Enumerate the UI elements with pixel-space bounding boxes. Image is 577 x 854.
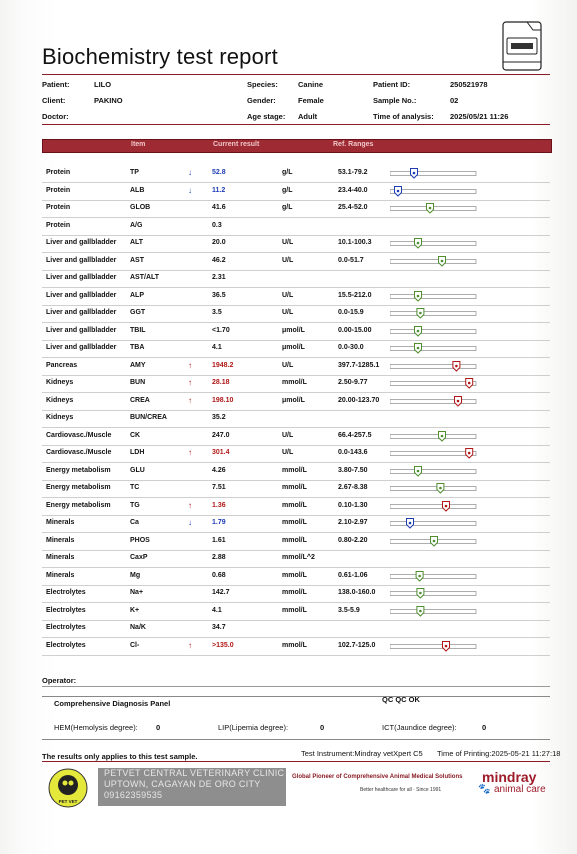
row-unit: μmol/L [282, 396, 305, 404]
table-row [42, 410, 550, 428]
gauge-marker-dot [409, 522, 412, 525]
range-gauge [390, 500, 480, 513]
range-gauge [390, 377, 480, 390]
row-value: 2.88 [212, 554, 226, 561]
gauge-track [390, 172, 476, 176]
age-label: Age stage: [247, 112, 286, 121]
range-gauge [390, 325, 480, 338]
gauge-track [390, 347, 476, 351]
row-unit: mmol/L [282, 484, 307, 491]
row-ref-range: 0.61-1.06 [338, 571, 368, 579]
sample-note: The results only applies to this test sample. [42, 752, 198, 761]
row-unit: U/L [282, 449, 294, 456]
gauge-marker-dot [455, 364, 458, 367]
panel-title: Comprehensive Diagnosis Panel [54, 699, 171, 708]
gauge-track [390, 469, 476, 473]
row-flag-arrow: ↑ [188, 640, 192, 650]
range-gauge [390, 290, 480, 303]
row-category: Energy metabolism [46, 501, 111, 509]
petvet-logo [48, 768, 88, 808]
row-value: 11.2 [212, 186, 226, 194]
gauge-marker-dot [445, 504, 448, 507]
gauge-track [390, 452, 476, 456]
range-gauge [390, 482, 480, 495]
row-unit: U/L [282, 256, 294, 264]
mindray-tagline: Better healthcare for all · Since 1991 [360, 787, 442, 793]
table-row [42, 218, 550, 236]
patient-value: LILO [94, 80, 112, 89]
row-item: A/G [130, 221, 143, 229]
row-category: Liver and gallbladder [46, 239, 117, 246]
row-category: Liver and gallbladder [46, 291, 117, 299]
row-category: Cardiovasc./Muscle [46, 431, 112, 439]
table-row [42, 358, 550, 376]
row-category: Pancreas [46, 361, 78, 369]
table-row [42, 305, 550, 323]
row-flag-arrow: ↑ [188, 448, 192, 457]
row-unit: μmol/L [282, 326, 305, 334]
gender-label: Gender: [247, 96, 276, 105]
row-item: Ca [130, 519, 139, 526]
row-category: Cardiovasc./Muscle [46, 449, 112, 456]
table-row [42, 183, 550, 201]
row-ref-range: 0.0-15.9 [338, 309, 364, 316]
row-item: Na/K [130, 624, 146, 631]
row-flag-arrow: ↓ [188, 185, 192, 195]
table-row [42, 603, 550, 621]
range-gauge [390, 307, 480, 320]
row-ref-range: 0.80-2.20 [338, 536, 368, 544]
row-flag-arrow: ↑ [188, 378, 192, 387]
row-unit: U/L [282, 361, 294, 369]
range-gauge [390, 167, 480, 180]
gauge-track [390, 399, 476, 403]
clinic-stamp [98, 768, 286, 806]
gauge-track [390, 382, 476, 386]
header-item: Item [131, 141, 146, 148]
row-unit: U/L [282, 309, 294, 316]
row-item: GGT [130, 309, 146, 316]
row-unit: g/L [282, 169, 293, 176]
operator-rule [42, 686, 550, 687]
mindray-brand: mindray [482, 769, 537, 785]
logo-text: PET VET [58, 799, 78, 804]
clinic-phone: 09162359535 [104, 790, 163, 800]
row-item: BUN [130, 379, 146, 386]
row-category: Energy metabolism [46, 484, 111, 491]
range-gauge [390, 237, 480, 250]
row-value: 34.7 [212, 624, 226, 631]
row-unit: mmol/L [282, 536, 307, 544]
row-unit: mmol/L [282, 501, 307, 509]
row-item: ALB [130, 186, 145, 194]
gauge-marker-dot [468, 382, 471, 385]
report-title: Biochemistry test report [42, 44, 278, 69]
row-unit: g/L [282, 204, 293, 211]
species-label: Species: [247, 80, 278, 89]
doctor-label: Doctor: [42, 112, 69, 121]
row-item: LDH [130, 449, 145, 456]
table-row [42, 480, 550, 498]
row-unit: U/L [282, 431, 294, 439]
mindray-brand-sub: animal care [494, 784, 546, 795]
row-category: Electrolytes [46, 606, 86, 614]
client-label: Client: [42, 96, 66, 105]
row-item: CaxP [130, 554, 148, 561]
row-category: Electrolytes [46, 589, 86, 596]
gauge-marker-dot [417, 294, 420, 297]
row-item: CREA [130, 396, 150, 404]
gauge-marker-dot [417, 347, 420, 350]
row-unit: U/L [282, 291, 294, 299]
row-value: 2.31 [212, 274, 226, 281]
row-category: Electrolytes [46, 641, 86, 649]
row-item: Na+ [130, 589, 144, 596]
row-value: 3.5 [212, 309, 222, 316]
row-category: Minerals [46, 554, 75, 561]
gauge-track [390, 609, 476, 613]
row-value: 1.36 [212, 501, 226, 509]
gauge-marker-dot [441, 434, 444, 437]
row-ref-range: 0.0-30.0 [338, 344, 364, 351]
row-value: 41.6 [212, 204, 226, 211]
table-row [42, 585, 550, 603]
table-row [42, 253, 550, 271]
row-value: 35.2 [212, 414, 226, 421]
patient-id-label: Patient ID: [373, 80, 411, 89]
row-unit: μmol/L [282, 344, 305, 351]
header-ref: Ref. Ranges [333, 141, 374, 148]
table-row [42, 270, 550, 288]
operator-label: Operator: [42, 676, 77, 685]
gauge-marker-dot [417, 242, 420, 245]
range-gauge [390, 447, 480, 460]
row-value: 0.3 [212, 221, 222, 229]
gauge-marker-dot [468, 452, 471, 455]
row-item: Mg [130, 571, 141, 579]
row-unit: mmol/L^2 [282, 554, 315, 561]
row-ref-range: 2.67-8.38 [338, 484, 368, 491]
row-item: GLU [130, 466, 145, 474]
row-unit: mmol/L [282, 589, 307, 596]
row-value: 142.7 [212, 589, 230, 596]
footer-rule [42, 761, 550, 762]
row-unit: mmol/L [282, 641, 307, 649]
gauge-marker-dot [419, 609, 422, 612]
range-gauge [390, 570, 480, 583]
row-item: TBIL [130, 326, 146, 334]
diagnosis-panel [42, 696, 550, 740]
row-ref-range: 10.1-100.3 [338, 239, 372, 246]
row-ref-range: 20.00-123.70 [338, 396, 380, 404]
row-unit: mmol/L [282, 571, 307, 579]
row-category: Liver and gallbladder [46, 326, 117, 334]
row-value: 0.68 [212, 571, 226, 579]
table-row [42, 515, 550, 533]
row-category: Kidneys [46, 379, 74, 386]
row-ref-range: 0.00-15.00 [338, 326, 372, 334]
row-item: K+ [130, 606, 140, 614]
row-item: BUN/CREA [130, 414, 167, 421]
range-gauge [390, 517, 480, 530]
gauge-track [390, 294, 476, 298]
hem-value: 0 [156, 723, 161, 732]
species-value: Canine [298, 80, 324, 89]
gauge-marker-dot [429, 207, 432, 210]
gauge-track [390, 242, 476, 246]
gauge-marker-dot [433, 539, 436, 542]
hem-label: HEM(Hemolysis degree): [54, 723, 138, 732]
row-value: 1948.2 [212, 361, 234, 369]
row-ref-range: 3.80-7.50 [338, 466, 368, 474]
row-category: Liver and gallbladder [46, 256, 117, 264]
table-row [42, 550, 550, 568]
range-gauge [390, 535, 480, 548]
analyzer-device-icon [497, 18, 547, 74]
row-unit: mmol/L [282, 379, 307, 386]
row-category: Kidneys [46, 396, 74, 404]
table-row [42, 463, 550, 481]
row-category: Protein [46, 221, 71, 229]
row-item: AMY [130, 361, 146, 369]
row-flag-arrow: ↑ [188, 500, 192, 510]
row-unit: g/L [282, 186, 293, 194]
row-item: CK [130, 431, 141, 439]
gauge-marker-dot [413, 172, 416, 175]
row-value: 198.10 [212, 396, 234, 404]
row-category: Minerals [46, 571, 75, 579]
gauge-marker-dot [417, 329, 420, 332]
gender-value: Female [298, 96, 324, 105]
printing-time: Time of Printing:2025-05-21 11:27:18 [437, 749, 561, 758]
row-value: 7.51 [212, 484, 226, 491]
gauge-marker-dot [418, 574, 421, 577]
row-item: GLOB [130, 204, 151, 211]
gauge-marker-dot [419, 592, 422, 595]
row-category: Protein [46, 204, 71, 211]
row-unit: U/L [282, 239, 294, 246]
row-category: Liver and gallbladder [46, 309, 117, 316]
row-category: Liver and gallbladder [46, 344, 117, 351]
row-category: Minerals [46, 519, 75, 526]
gauge-marker-dot [457, 399, 460, 402]
table-row [42, 568, 550, 586]
row-flag-arrow: ↓ [188, 168, 192, 177]
row-item: ALT [130, 239, 144, 246]
row-value: <1.70 [212, 326, 230, 334]
row-item: PHOS [130, 536, 150, 544]
gauge-track [390, 487, 476, 491]
header-result: Current result [213, 141, 260, 148]
row-category: Electrolytes [46, 624, 86, 631]
row-flag-arrow: ↓ [188, 518, 192, 527]
row-item: TC [130, 484, 140, 491]
lip-label: LIP(Lipemia degree): [218, 723, 289, 732]
row-ref-range: 138.0-160.0 [338, 589, 376, 596]
table-row [42, 533, 550, 551]
gauge-track [390, 434, 476, 438]
age-value: Adult [298, 112, 318, 121]
row-category: Protein [46, 186, 71, 194]
row-ref-range: 23.4-40.0 [338, 186, 368, 194]
gauge-track [390, 312, 476, 316]
range-gauge [390, 185, 480, 198]
gauge-track [390, 329, 476, 333]
range-gauge [390, 342, 480, 355]
row-item: TBA [130, 344, 145, 351]
sample-label: Sample No.: [373, 96, 417, 105]
row-ref-range: 3.5-5.9 [338, 606, 360, 614]
row-item: TG [130, 501, 140, 509]
row-category: Protein [46, 169, 71, 176]
row-ref-range: 53.1-79.2 [338, 169, 368, 176]
row-category: Liver and gallbladder [46, 274, 117, 281]
gauge-track [390, 259, 476, 263]
row-value: 4.26 [212, 466, 226, 474]
table-row [42, 165, 550, 183]
range-gauge [390, 202, 480, 215]
table-row [42, 375, 550, 393]
row-unit: mmol/L [282, 606, 307, 614]
table-row [42, 323, 550, 341]
row-value: 36.5 [212, 291, 226, 299]
gauge-marker-dot [417, 469, 420, 472]
row-ref-range: 0.0-51.7 [338, 256, 364, 264]
paw-icon: 🐾 [478, 784, 491, 795]
range-gauge [390, 605, 480, 618]
row-value: 1.61 [212, 536, 226, 544]
range-gauge [390, 587, 480, 600]
client-value: PAKINO [94, 96, 123, 105]
table-row [42, 235, 550, 253]
row-ref-range: 397.7-1285.1 [338, 361, 380, 369]
sample-value: 02 [450, 96, 459, 105]
gauge-track [390, 522, 476, 526]
table-row [42, 340, 550, 358]
table-row [42, 200, 550, 218]
row-ref-range: 2.50-9.77 [338, 379, 368, 386]
row-value: 301.4 [212, 449, 230, 456]
table-row [42, 428, 550, 446]
row-item: Cl- [130, 641, 140, 649]
row-category: Energy metabolism [46, 466, 111, 474]
lip-value: 0 [320, 723, 325, 732]
table-row [42, 445, 550, 463]
qc-status: QC QC OK [382, 695, 420, 704]
row-value: 4.1 [212, 344, 222, 351]
row-flag-arrow: ↑ [188, 360, 192, 370]
gauge-track [390, 504, 476, 508]
row-item: ALP [130, 291, 144, 299]
row-value: >135.0 [212, 641, 234, 649]
range-gauge [390, 430, 480, 443]
gauge-marker-dot [397, 189, 400, 192]
row-ref-range: 15.5-212.0 [338, 291, 372, 299]
patient-id-value: 250521978 [450, 80, 488, 89]
row-value: 1.79 [212, 519, 226, 526]
table-row [42, 288, 550, 306]
gauge-marker-dot [441, 259, 444, 262]
mindray-slogan: Global Pioneer of Comprehensive Animal Medical Solutions [292, 774, 463, 780]
range-gauge [390, 640, 480, 653]
analysis-time-value: 2025/05/21 11:26 [450, 112, 509, 121]
range-gauge [390, 395, 480, 408]
row-ref-range: 2.10-2.97 [338, 519, 368, 526]
row-category: Minerals [46, 536, 75, 544]
row-value: 20.0 [212, 239, 226, 246]
gauge-marker-dot [419, 312, 422, 315]
row-value: 52.8 [212, 169, 226, 176]
gauge-track [390, 644, 476, 648]
table-row [42, 638, 550, 656]
row-unit: mmol/L [282, 466, 307, 474]
gauge-track [390, 189, 476, 193]
row-value: 46.2 [212, 256, 226, 264]
row-flag-arrow: ↑ [188, 395, 192, 405]
row-item: AST/ALT [130, 274, 160, 281]
range-gauge [390, 465, 480, 478]
gauge-track [390, 574, 476, 578]
row-value: 247.0 [212, 431, 230, 439]
gauge-marker-dot [439, 487, 442, 490]
gauge-track [390, 364, 476, 368]
row-value: 28.18 [212, 379, 230, 386]
row-ref-range: 0.10-1.30 [338, 501, 368, 509]
info-rule [42, 124, 550, 125]
table-header [42, 139, 552, 153]
gauge-track [390, 592, 476, 596]
analysis-time-label: Time of analysis: [373, 112, 434, 121]
clinic-name: PETVET CENTRAL VETERINARY CLINIC [104, 768, 285, 778]
row-ref-range: 102.7-125.0 [338, 641, 376, 649]
row-category: Kidneys [46, 414, 74, 421]
ict-label: ICT(Jaundice degree): [382, 723, 457, 732]
clinic-address: UPTOWN, CAGAYAN DE ORO CITY [104, 779, 261, 789]
patient-label: Patient: [42, 80, 70, 89]
row-ref-range: 0.0-143.6 [338, 449, 368, 456]
table-row [42, 620, 550, 638]
row-item: TP [130, 169, 139, 176]
row-ref-range: 25.4-52.0 [338, 204, 368, 211]
header-rule [42, 74, 550, 75]
row-value: 4.1 [212, 606, 222, 614]
gauge-marker-dot [445, 644, 448, 647]
test-instrument: Test Instrument:Mindray vetXpert C5 [301, 749, 423, 758]
row-ref-range: 66.4-257.5 [338, 431, 372, 439]
table-row [42, 498, 550, 516]
row-unit: mmol/L [282, 519, 307, 526]
range-gauge [390, 255, 480, 268]
range-gauge [390, 360, 480, 373]
table-row [42, 393, 550, 411]
ict-value: 0 [482, 723, 487, 732]
row-item: AST [130, 256, 144, 264]
